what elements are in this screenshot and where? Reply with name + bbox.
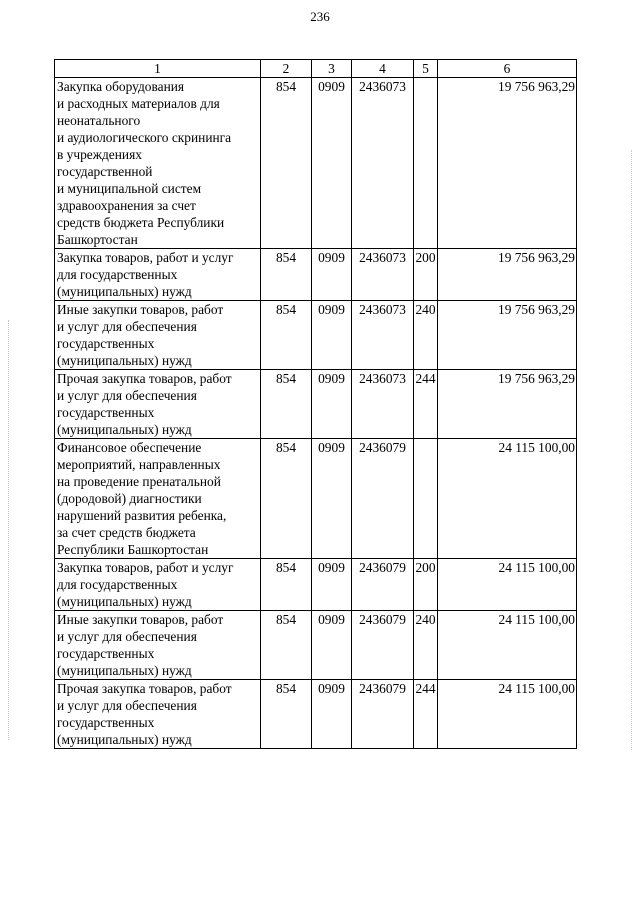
- ved-code-cell: 854: [261, 301, 312, 370]
- budget-table: [54, 59, 577, 749]
- section-code-cell: 0909: [312, 559, 352, 611]
- expense-type-cell: 200: [414, 249, 438, 301]
- table-row: [55, 559, 577, 611]
- section-code-cell: 0909: [312, 611, 352, 680]
- amount-cell: 24 115 100,00: [438, 559, 577, 611]
- table-row: [55, 611, 577, 680]
- table-row: [55, 370, 577, 439]
- section-code-cell: 0909: [312, 249, 352, 301]
- row-name-cell: Прочая закупка товаров, работ и услуг для обеспечения государственных (муниципальных) нужд: [55, 680, 261, 749]
- table-row: [55, 680, 577, 749]
- expense-type-cell: [414, 439, 438, 559]
- ved-code-cell: 854: [261, 439, 312, 559]
- page-number: 236: [310, 9, 330, 24]
- row-name-cell: Иные закупки товаров, работ и услуг для обеспечения государственных (муниципальных) нужд: [55, 301, 261, 370]
- ved-code-cell: 854: [261, 680, 312, 749]
- column-header: 1: [55, 60, 261, 78]
- table-row: [55, 301, 577, 370]
- expense-type-cell: 240: [414, 301, 438, 370]
- amount-cell: 19 756 963,29: [438, 370, 577, 439]
- expense-type-cell: 200: [414, 559, 438, 611]
- table-header-row: [55, 60, 577, 78]
- ved-code-cell: 854: [261, 370, 312, 439]
- target-item-cell: 2436073: [352, 249, 414, 301]
- target-item-cell: 2436079: [352, 680, 414, 749]
- row-name-cell: Финансовое обеспечение мероприятий, направленных на проведение пренатальной (дородовой) диагностики нарушений развития ребенка, за счет средств бюджета Республики Башкортостан: [55, 439, 261, 559]
- ved-code-cell: 854: [261, 78, 312, 249]
- column-header: 3: [312, 60, 352, 78]
- ved-code-cell: 854: [261, 559, 312, 611]
- row-name-cell: Прочая закупка товаров, работ и услуг для обеспечения государственных (муниципальных) нужд: [55, 370, 261, 439]
- table-row: [55, 439, 577, 559]
- target-item-cell: 2436079: [352, 439, 414, 559]
- ved-code-cell: 854: [261, 249, 312, 301]
- expense-type-cell: 244: [414, 680, 438, 749]
- target-item-cell: 2436073: [352, 301, 414, 370]
- expense-type-cell: 244: [414, 370, 438, 439]
- section-code-cell: 0909: [312, 78, 352, 249]
- row-name-cell: Закупка товаров, работ и услуг для государственных (муниципальных) нужд: [55, 249, 261, 301]
- scan-edge-mark: [631, 150, 634, 750]
- column-header: 2: [261, 60, 312, 78]
- row-name-cell: Закупка оборудования и расходных материалов для неонатального и аудиологического скрининга в учреждениях государственной и муниципальной систем здравоохранения за счет средств бюджета Республики Башкортостан: [55, 78, 261, 249]
- ved-code-cell: 854: [261, 611, 312, 680]
- target-item-cell: 2436073: [352, 370, 414, 439]
- row-name-cell: Иные закупки товаров, работ и услуг для обеспечения государственных (муниципальных) нужд: [55, 611, 261, 680]
- section-code-cell: 0909: [312, 680, 352, 749]
- target-item-cell: 2436079: [352, 611, 414, 680]
- column-header: 5: [414, 60, 438, 78]
- amount-cell: 24 115 100,00: [438, 439, 577, 559]
- amount-cell: 19 756 963,29: [438, 249, 577, 301]
- target-item-cell: 2436079: [352, 559, 414, 611]
- table-row: [55, 249, 577, 301]
- amount-cell: 19 756 963,29: [438, 78, 577, 249]
- expense-type-cell: 240: [414, 611, 438, 680]
- amount-cell: 19 756 963,29: [438, 301, 577, 370]
- amount-cell: 24 115 100,00: [438, 680, 577, 749]
- section-code-cell: 0909: [312, 370, 352, 439]
- scan-edge-mark: [8, 320, 11, 740]
- expense-type-cell: [414, 78, 438, 249]
- row-name-cell: Закупка товаров, работ и услуг для государственных (муниципальных) нужд: [55, 559, 261, 611]
- target-item-cell: 2436073: [352, 78, 414, 249]
- column-header: 6: [438, 60, 577, 78]
- table-row: [55, 78, 577, 249]
- amount-cell: 24 115 100,00: [438, 611, 577, 680]
- section-code-cell: 0909: [312, 439, 352, 559]
- section-code-cell: 0909: [312, 301, 352, 370]
- column-header: 4: [352, 60, 414, 78]
